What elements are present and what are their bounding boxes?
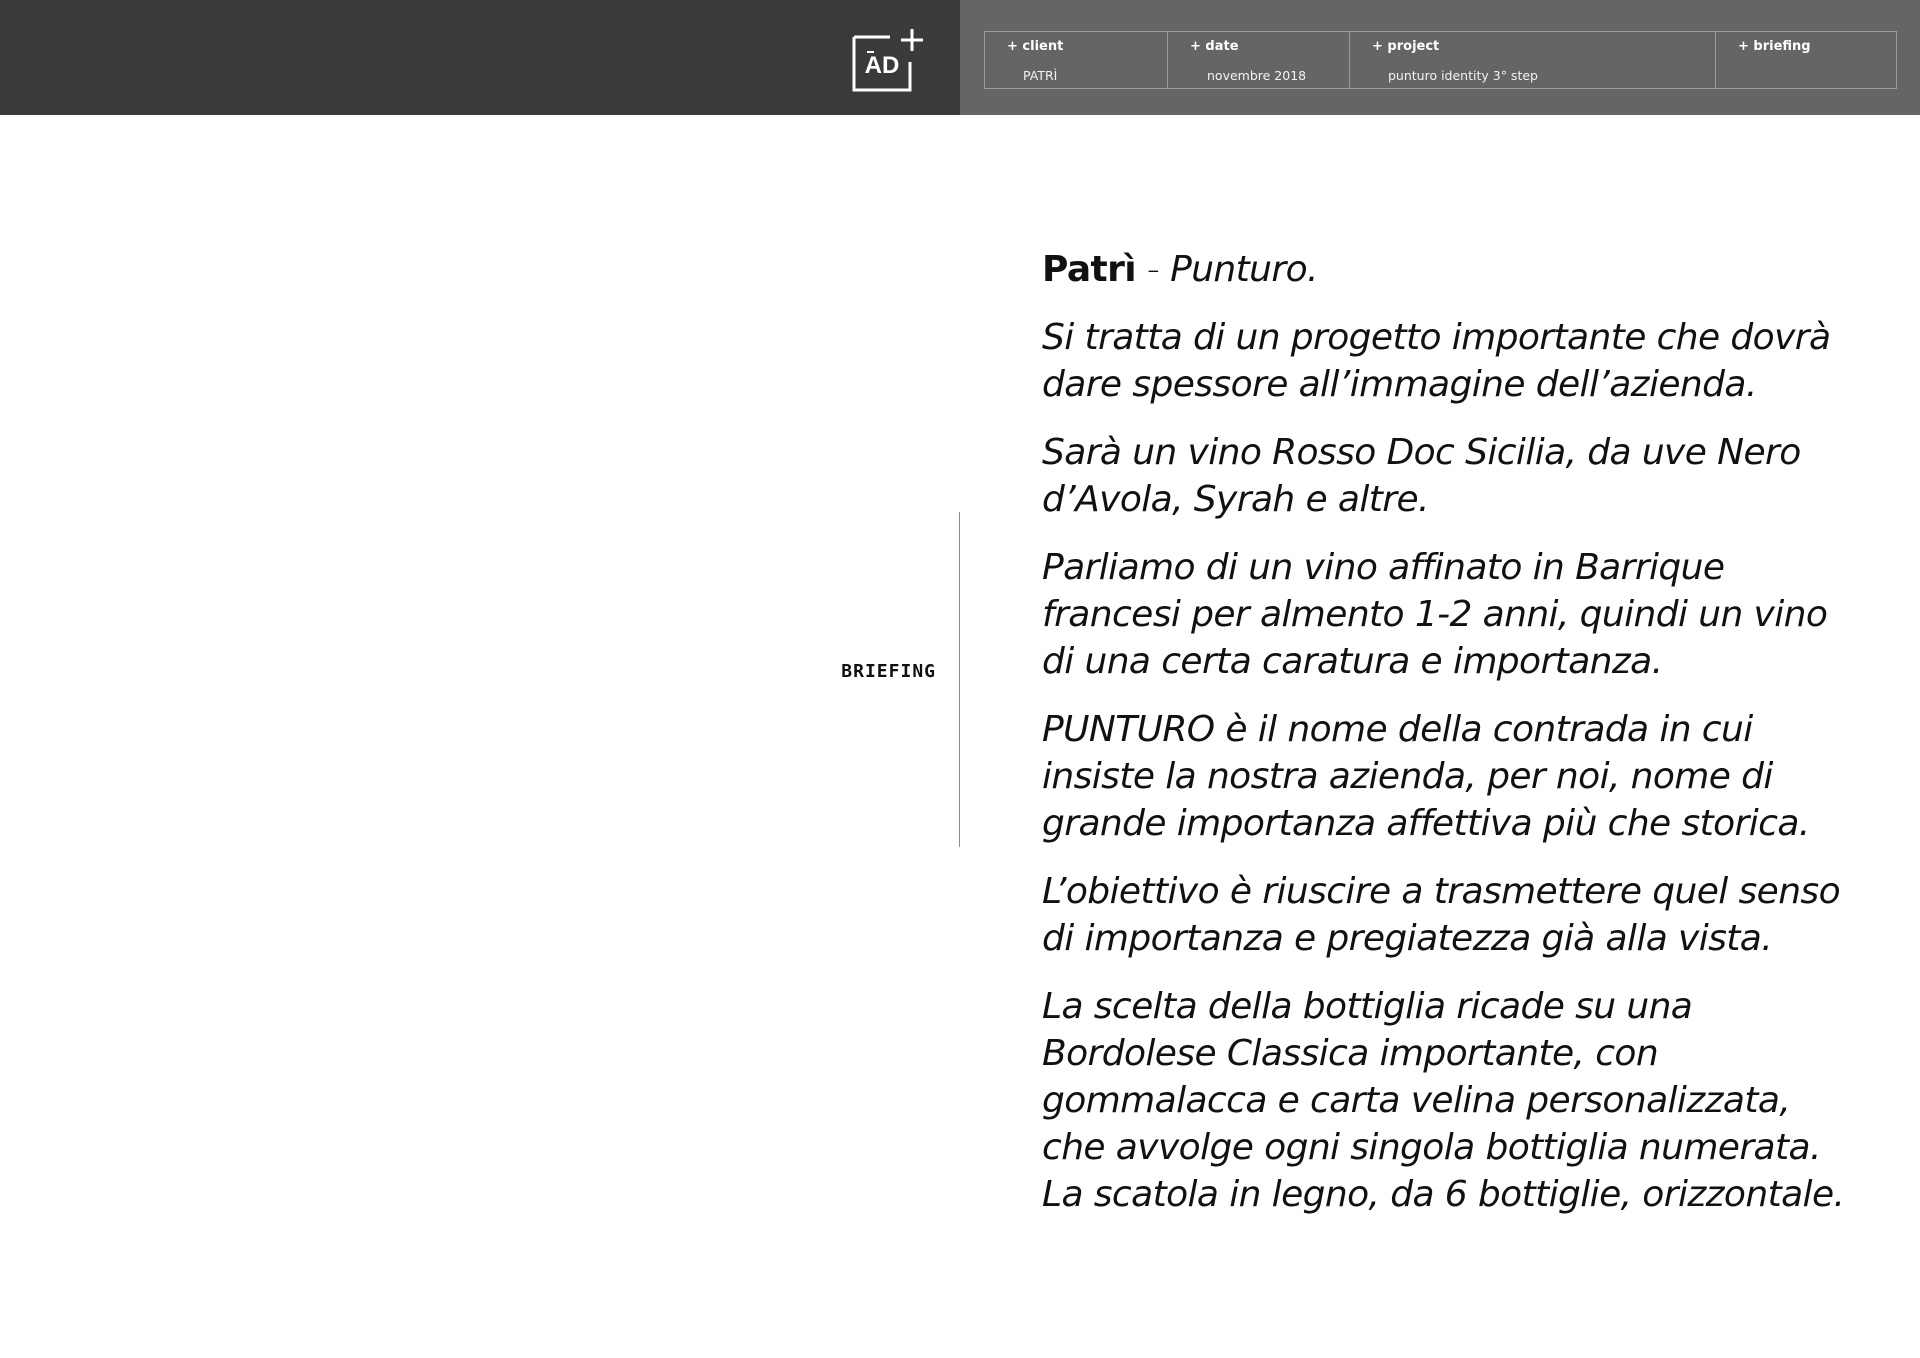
title-separator: - [1136, 249, 1171, 290]
meta-cell-date [1168, 32, 1350, 88]
meta-cell-briefing [1716, 32, 1896, 88]
briefing-paragraph: L’obiettivo è riuscire a trasmettere quel senso di importanza e pregiatezza già alla vista. [1042, 871, 1841, 959]
meta-label: + date [1190, 39, 1239, 54]
title-project: Punturo. [1170, 249, 1318, 290]
briefing-paragraph: PUNTURO è il nome della contrada in cui insiste la nostra azienda, per noi, nome di grande importanza affettiva più che storica. [1042, 709, 1810, 844]
briefing-content [1042, 246, 1862, 1239]
briefing-paragraph: Parliamo di un vino affinato in Barrique francesi per almento 1-2 anni, quindi un vino di una certa caratura e importanza. [1042, 547, 1828, 682]
title-client: Patrì [1042, 249, 1137, 290]
meta-value: novembre 2018 [1207, 68, 1307, 83]
ad-plus-logo-icon [852, 28, 924, 92]
meta-label: + project [1372, 39, 1440, 54]
meta-cell-project [1350, 32, 1716, 88]
project-meta-table [984, 31, 1897, 89]
meta-cell-client [985, 32, 1168, 88]
meta-value: punturo identity 3° step [1388, 68, 1538, 83]
meta-label: + client [1007, 39, 1064, 54]
briefing-paragraph: Si tratta di un progetto importante che dovrà dare spessore all’immagine dell’azienda. [1042, 317, 1831, 405]
vertical-divider [959, 512, 960, 847]
meta-label: + briefing [1738, 39, 1811, 54]
briefing-title [1042, 246, 1862, 293]
meta-value: PATRÌ [1023, 68, 1058, 83]
header-left-panel [0, 0, 960, 115]
section-label: BRIEFING [841, 661, 936, 682]
logo-text: AD [864, 52, 900, 79]
briefing-paragraph: La scelta della bottiglia ricade su una Bordolese Classica importante, con gommalacca e carta velina personalizzata, che avvolge ogni singola bottiglia numerata. La scatola in legno, da 6 bottiglie, orizzontale. [1042, 986, 1845, 1215]
briefing-paragraph: Sarà un vino Rosso Doc Sicilia, da uve Nero d’Avola, Syrah e altre. [1042, 432, 1801, 520]
